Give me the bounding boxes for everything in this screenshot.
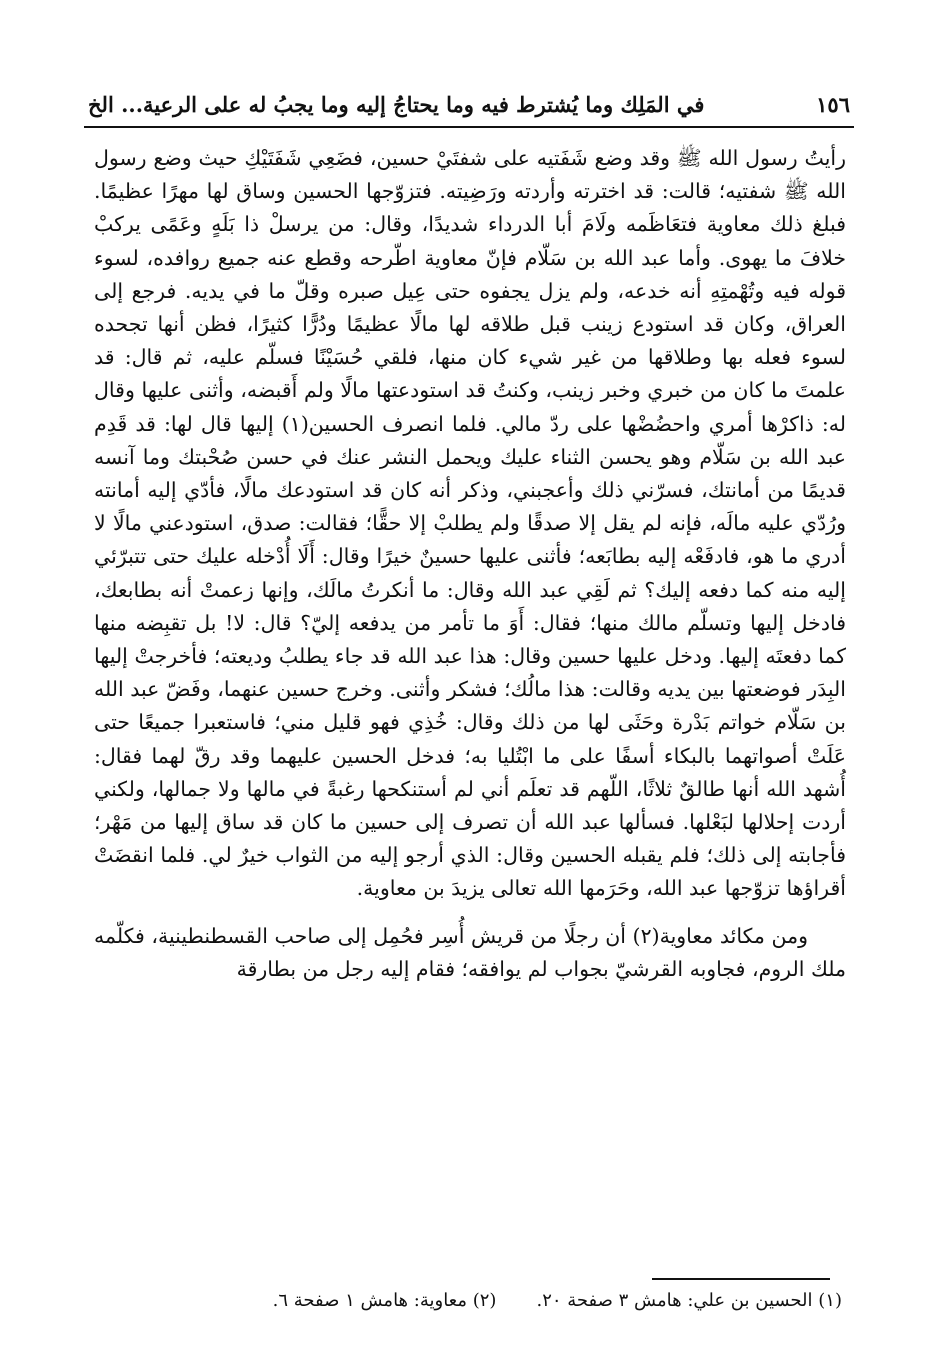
page-number: ١٥٦ [816,91,850,117]
paragraph-2: ومن مكائد معاوية(٢) أن رجلًا من قريش أُسِر فحُمِل إلى صاحب القسطنطينية، فكلّمه ملك الروم، فجاوبه القرشيّ بجواب لم يوافقه؛ فقام إليه رجل من بطارقة [94,923,846,981]
header-rule [84,126,854,128]
footnote-rule [652,1278,830,1280]
footnotes [160,1290,842,1311]
footnote-1: (١) الحسين بن علي: هامش ٣ صفحة ٢٠. [536,1290,842,1311]
footnote-2: (٢) معاوية: هامش ١ صفحة ٦. [272,1290,497,1311]
paragraph-1: رأيتُ رسول الله ﷺ وقد وضع شَفَتيه على شفتَيْ حسين، فضَعِي شَفَتَيْكِ حيث وضع رسول الله ﷺ شفتيه؛ قالت: قد اخترته وأردته ورَضِيته. فتزوّجها الحسين وساق لها مهرًا عظيمًا. فبلغ ذلك معاوية فتعَاظَمه ولَامَ أبا الدرداء شديدًا، وقال: من يرسلْ ذا بَلَهٍ وعَمًى يركبْ خلافَ ما يهوى. وأما عبد الله بن سَلّام فإنّ معاوية اطّرحه وقطع عنه جميع روافده، لسوء قوله فيه وتُهْمتِهِ أنه خدعه، ولم يزل يجفوه حتى عِيل صبره وقلّ ما في يديه. فرجع إلى العراق، وكان قد استودع زينب قبل طلاقه لها مالًا عظيمًا ودُرًّا كثيرًا، فظن أنها تجحده لسوء فعله بها وطلاقها من غير شيء كان منها، فلقي حُسَيْنًا فسلّم عليه، ثم قال: قد علمتَ ما كان من خبري وخبر زينب، وكنتُ قد استودعتها مالًا ولم أَقبضه، وأثنى عليها وقال له: ذاكرْها أمري واحضُضْها على ردّ مالي. فلما انصرف الحسين(١) إليها قال لها: قد قَدِم عبد الله بن سَلّام وهو يحسن الثناء عليك ويحمل النشر عنك في حسن صُحْبتك وما آنسه قديمًا من أمانتك، فسرّني ذلك وأعجبني، وذكر أنه كان قد استودعك مالًا، فأدّي إليه أمانته ورُدّي عليه مالَه، فإنه لم يقل إلا صدقًا ولم يطلبْ إلا حقًّا؛ فقالت: صدق، استودعني مالًا لا أدري ما هو، فادفَعْه إليه بطابَعه؛ فأثنى عليها حسينٌ خيرًا وقال: أَلَا أُدْخله عليك حتى تتبرّئي إليه منه كما دفعه إليك؟ ثم لَقِي عبد الله وقال: ما أنكرتُ مالَك، وإنها زعمتْ أنه بطابعك، فادخل إليها وتسلّم مالك منها؛ فقال: أَوَ ما تأمر من يدفعه إليّ؟ قال: لا! بل تقبِضه منها كما دفعتَه إليها. ودخل عليها حسين وقال: هذا عبد الله قد جاء يطلبُ وديعته؛ فأخرجتْ إليها البِدَر فوضعتها بين يديه وقالت: هذا مالُك؛ فشكر وأثنى. وخرج حسين عنهما، وفَضّ عبد الله بن سَلّام خواتم بَدْرة وحَثَى لها من ذلك وقال: خُذِي فهو قليل مني؛ فاستعبرا جميعًا حتى عَلَتْ أصواتهما بالبكاء أسفًا على ما ابْتُليا به؛ فدخل الحسين عليهما وقد رقّ لهما فقال: أُشهد الله أنها طالقٌ ثلاثًا، اللّهم قد تعلَم أني لم أستنكحها رغبةً في مالها ولا جمالها، ولكني أردت إحلالها لبَعْلها. فسألها عبد الله أن تصرف إلى حسين ما كان قد ساق إليها من مَهْر؛ فأجابته إلى ذلك؛ فلم يقبله الحسين وقال: الذي أرجو إليه من الثواب خيرٌ لي. فلما انقضَتْ أقراؤها تزوّجها عبد الله، وحَرَمها الله تعالى يزيدَ بن معاوية. [94,146,846,901]
running-title: في المَلِك وما يُشترط فيه وما يحتاجُ إليه وما يجبُ له على الرعية... الخ [88,91,705,117]
body-text [94,142,846,986]
page-header [88,86,850,122]
